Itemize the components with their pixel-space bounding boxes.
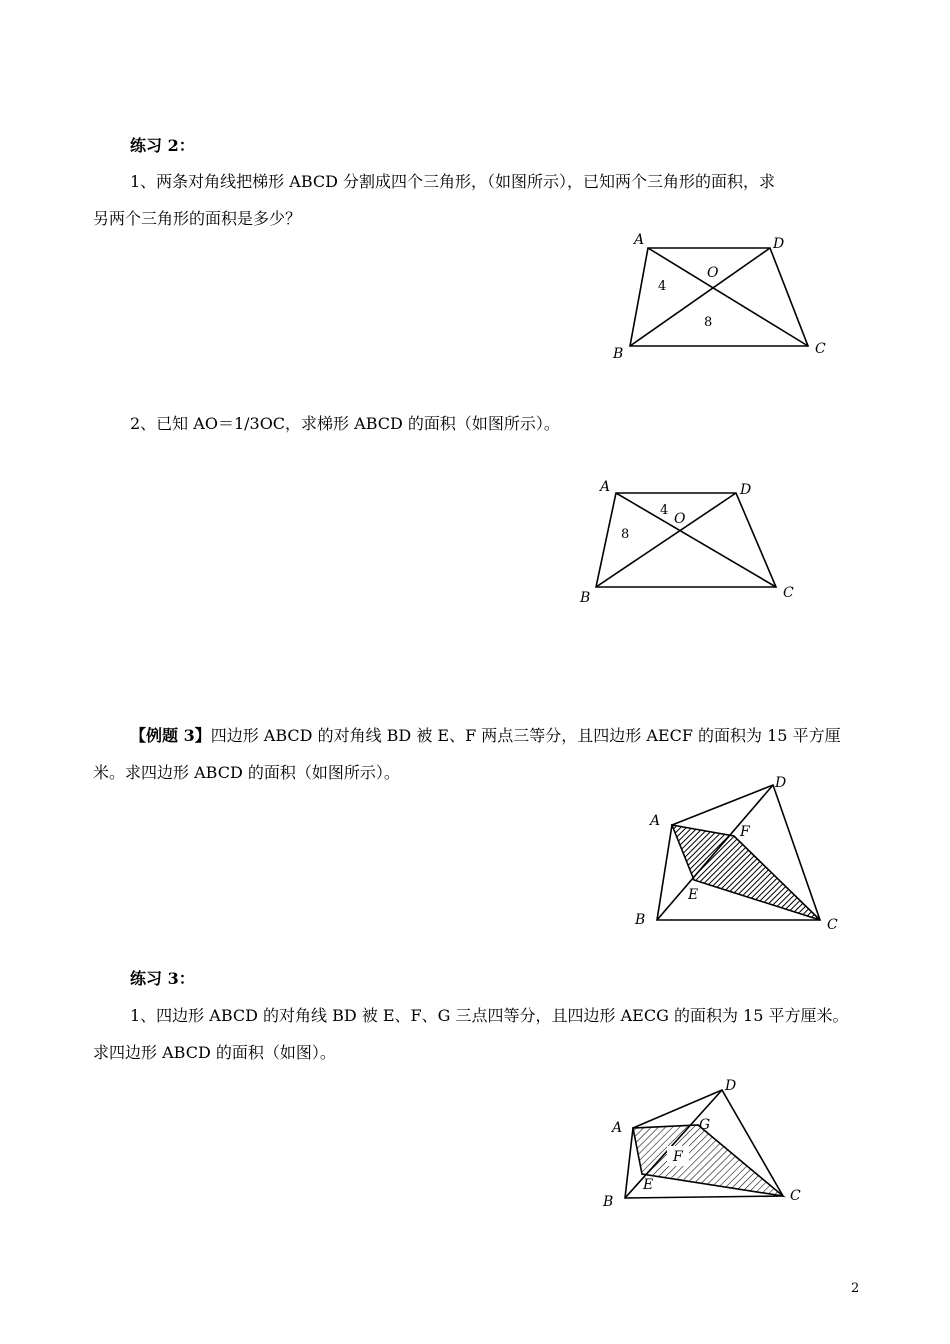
- point-f-label: F: [740, 824, 750, 840]
- vertex-a-label: A: [650, 813, 661, 829]
- diagonal-bd: [630, 248, 770, 346]
- trapezoid-figure-2: [570, 475, 810, 615]
- quadrilateral-figure-practice-3: [595, 1070, 815, 1215]
- vertex-c-label: C: [783, 585, 794, 601]
- point-e-label: E: [688, 887, 699, 903]
- vertex-d-label: D: [773, 236, 785, 252]
- quadrilateral-figure-example-3: [630, 770, 850, 940]
- vertex-d-label: D: [740, 482, 752, 498]
- vertex-a-label: A: [612, 1120, 623, 1136]
- area-8-label: 8: [704, 315, 713, 330]
- point-o-label: O: [707, 265, 719, 281]
- vertex-a-label: A: [634, 232, 645, 248]
- area-8-label: 8: [621, 527, 630, 542]
- vertex-c-label: C: [815, 341, 826, 357]
- practice-3-question-1-line-2: 求四边形 ABCD 的面积（如图）。: [93, 1043, 336, 1062]
- vertex-c-label: C: [790, 1188, 801, 1204]
- page-number: 2: [851, 1281, 860, 1296]
- practice-2-heading: 练习 2：: [130, 136, 195, 155]
- point-g-label: G: [699, 1117, 711, 1133]
- shaded-quadrilateral-aecg: [633, 1125, 783, 1196]
- vertex-c-label: C: [827, 917, 838, 933]
- example-3-label: 【例题 3】: [130, 726, 211, 745]
- point-f-label: F: [673, 1149, 683, 1165]
- example-3-line-2: 米。求四边形 ABCD 的面积（如图所示）。: [93, 763, 400, 782]
- trapezoid-outline: [630, 248, 808, 346]
- vertex-b-label: B: [603, 1194, 614, 1210]
- vertex-a-label: A: [600, 479, 611, 495]
- area-4-label: 4: [658, 279, 667, 294]
- vertex-b-label: B: [613, 346, 624, 362]
- area-4-label: 4: [660, 503, 669, 518]
- example-3-line-1: [130, 724, 841, 748]
- trapezoid-figure-1: [600, 228, 840, 368]
- vertex-d-label: D: [775, 775, 787, 791]
- diagonal-ac: [648, 248, 808, 346]
- point-o-label: O: [674, 511, 686, 527]
- example-3-text: 四边形 ABCD 的对角线 BD 被 E、F 两点三等分，且四边形 AECF 的面积为 15 平方厘: [210, 726, 841, 745]
- practice-2-question-2: 2、已知 AO＝1/3OC，求梯形 ABCD 的面积（如图所示）。: [130, 414, 560, 433]
- vertex-b-label: B: [635, 912, 646, 928]
- practice-2-question-1-line-1: 1、两条对角线把梯形 ABCD 分割成四个三角形，（如图所示），已知两个三角形的面积，求: [130, 172, 776, 191]
- practice-2-question-1-line-2: 另两个三角形的面积是多少？: [93, 209, 302, 228]
- practice-3-question-1-line-1: 1、四边形 ABCD 的对角线 BD 被 E、F、G 三点四等分，且四边形 AECG 的面积为 15 平方厘米。: [130, 1006, 849, 1025]
- point-e-label: E: [643, 1177, 654, 1193]
- diagonal-ac: [616, 493, 776, 587]
- practice-3-heading: 练习 3：: [130, 969, 195, 988]
- vertex-d-label: D: [725, 1078, 737, 1094]
- vertex-b-label: B: [580, 590, 591, 606]
